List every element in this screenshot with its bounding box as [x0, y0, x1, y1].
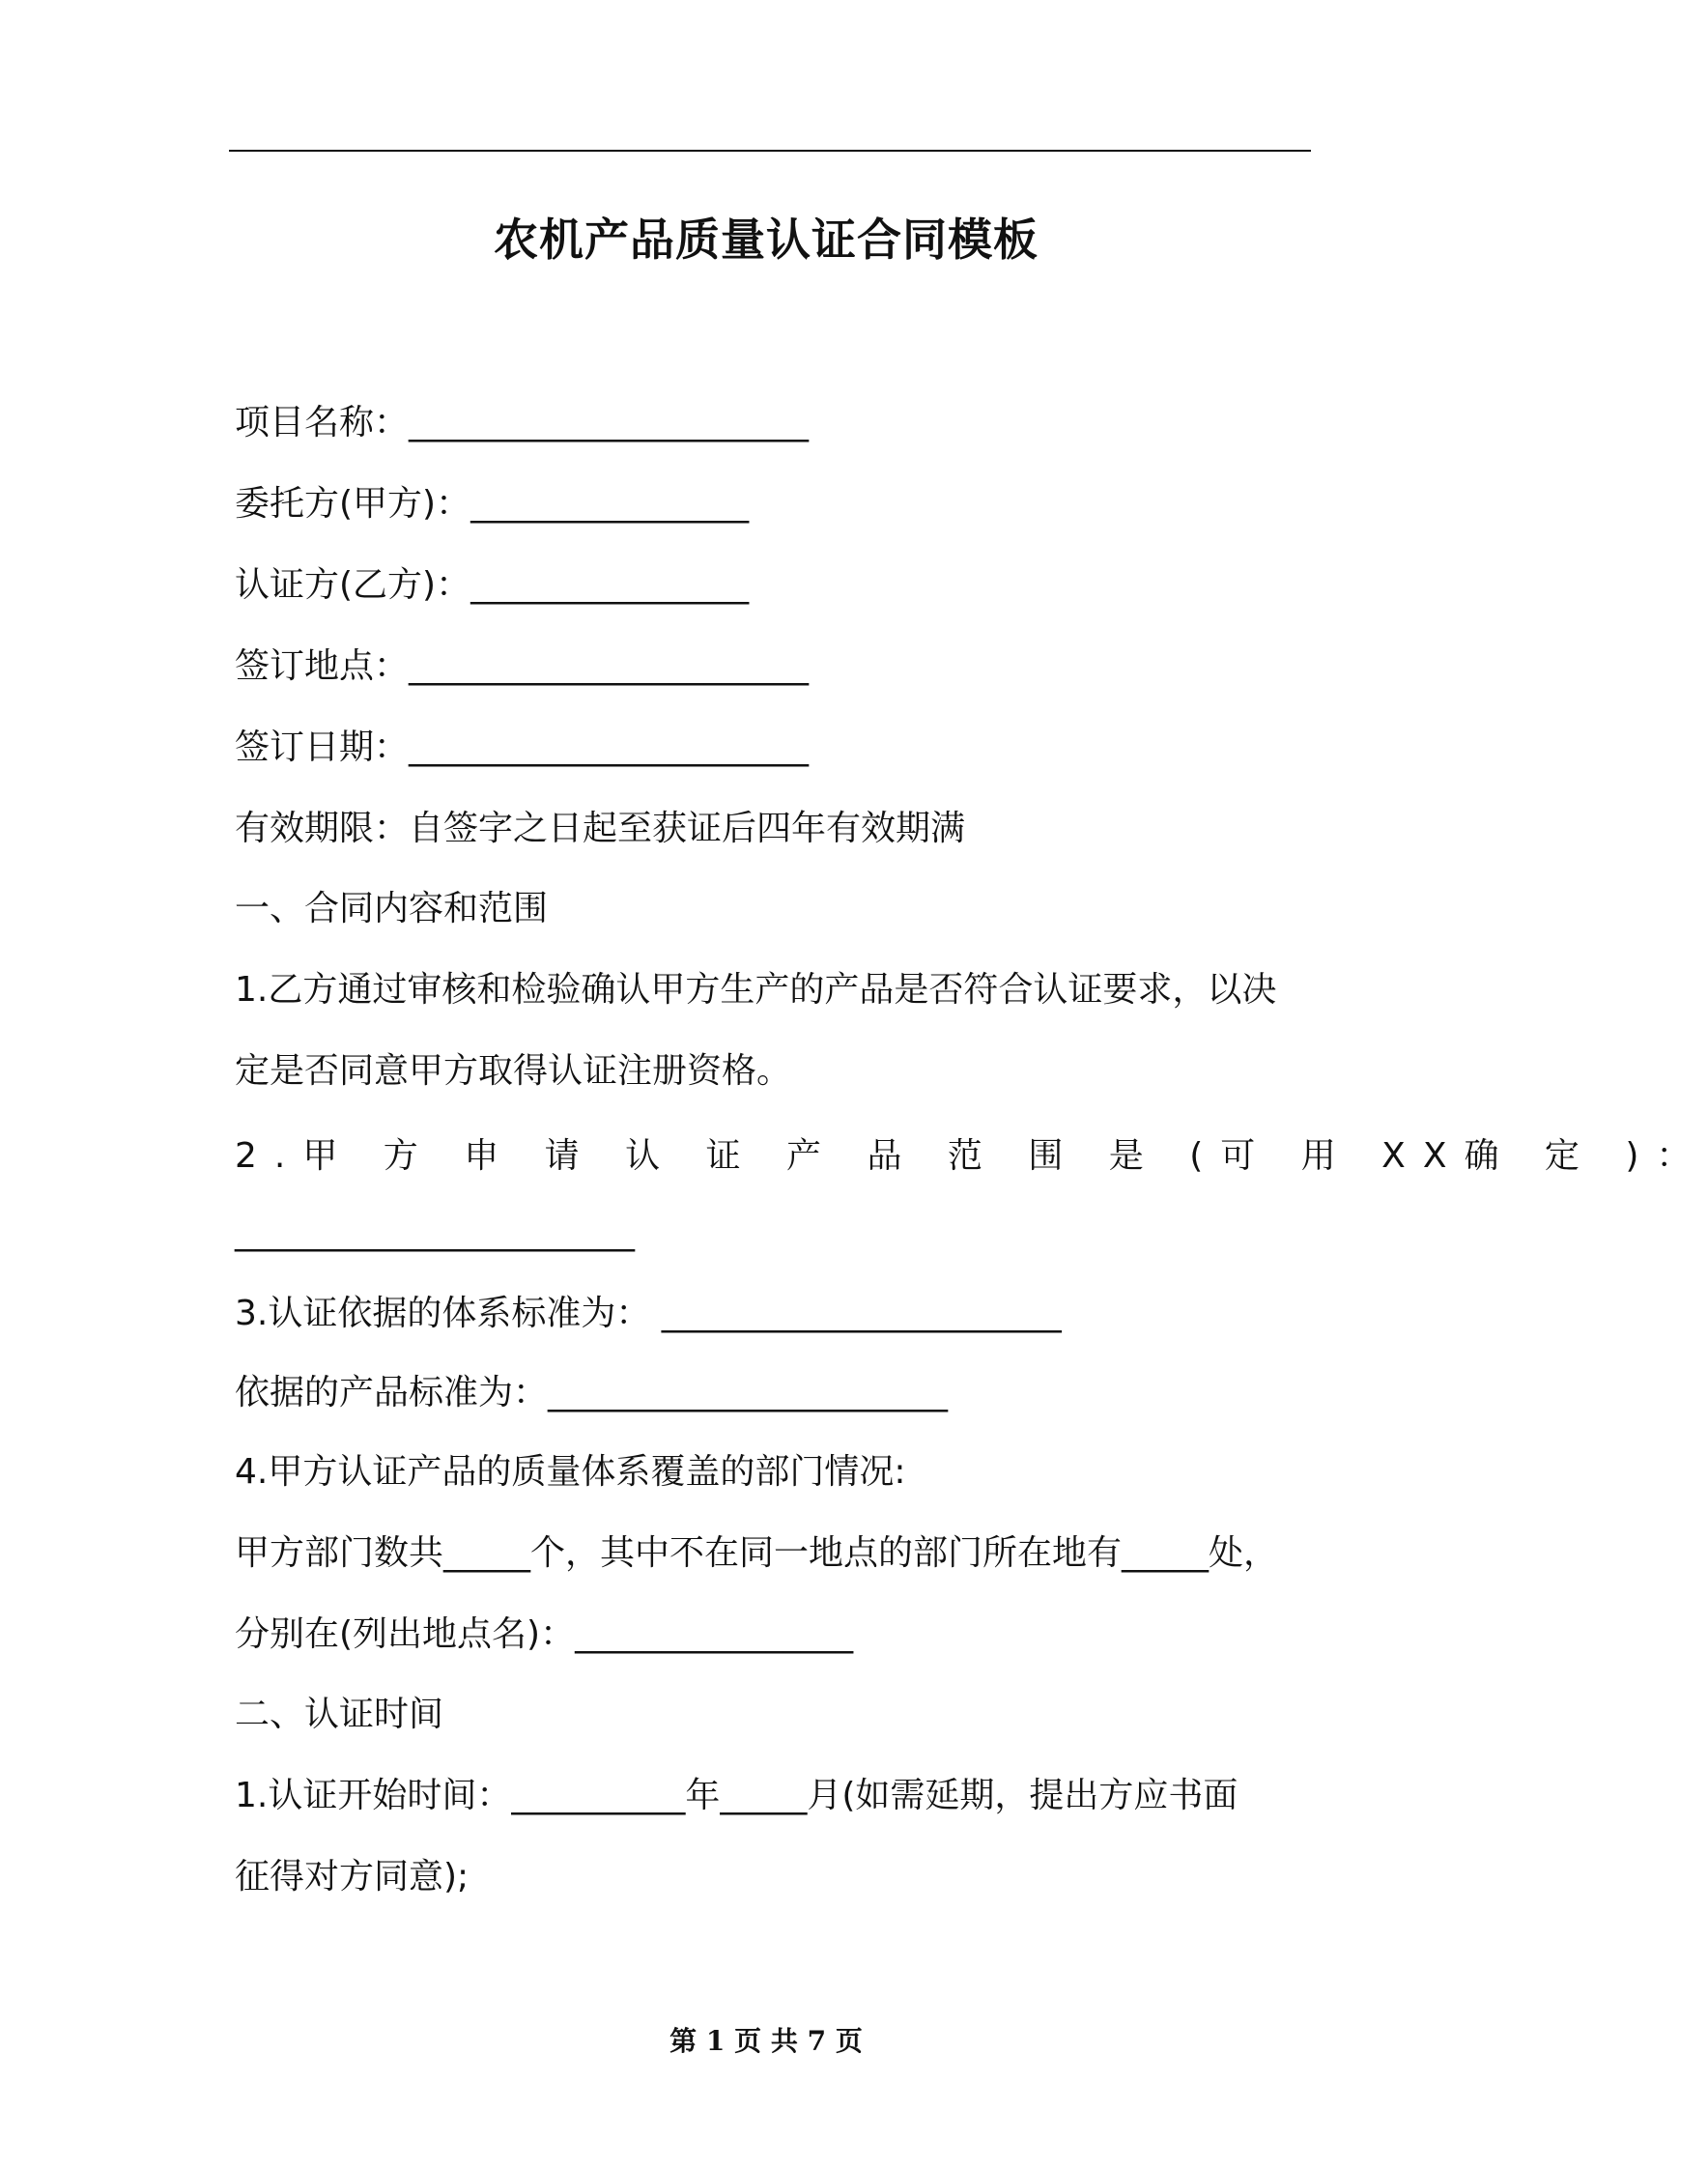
page-number: 第 1 页 共 7 页: [669, 2025, 863, 2057]
clause-1-3-line-1: 3.认证依据的体系标准为： _______________________: [235, 1294, 1062, 1333]
clause-1-4-heading: 4.甲方认证产品的质量体系覆盖的部门情况:: [235, 1452, 906, 1492]
validity-period-line: 有效期限：自签字之日起至获证后四年有效期满: [235, 809, 966, 848]
clause-1-4-line-1: 甲方部门数共_____个，其中不在同一地点的部门所在地有_____处，: [235, 1533, 1279, 1573]
client-party-a-line: 委托方(甲方)：________________: [235, 484, 750, 524]
signing-place-line: 签订地点：_______________________: [235, 646, 810, 686]
section-1-heading: 一、合同内容和范围: [235, 889, 549, 928]
document-title: 农机产品质量认证合同模板: [494, 214, 1039, 266]
clause-1-2-line-1: 2.甲 方 申 请 认 证 产 品 范 围 是 (可 用 XX确 定 )：: [235, 1136, 1708, 1176]
clause-1-4-line-2: 分别在(列出地点名)：________________: [235, 1614, 854, 1654]
project-name-line: 项目名称：_______________________: [235, 403, 810, 442]
clause-1-3-line-2: 依据的产品标准为：_______________________: [235, 1373, 949, 1412]
clause-1-2-blank: _______________________: [235, 1212, 635, 1252]
clause-1-1-line-2: 定是否同意甲方取得认证注册资格。: [235, 1051, 792, 1091]
header-rule: [229, 150, 1311, 152]
clause-2-1-line-1: 1.认证开始时间：__________年_____月(如需延期，提出方应书面: [235, 1776, 1238, 1815]
section-2-heading: 二、认证时间: [235, 1695, 444, 1734]
clause-2-1-line-2: 征得对方同意);: [235, 1857, 470, 1897]
signing-date-line: 签订日期：_______________________: [235, 727, 810, 767]
clause-1-1-line-1: 1.乙方通过审核和检验确认甲方生产的产品是否符合认证要求，以决: [235, 970, 1277, 1010]
certifier-party-b-line: 认证方(乙方)：________________: [235, 565, 750, 605]
